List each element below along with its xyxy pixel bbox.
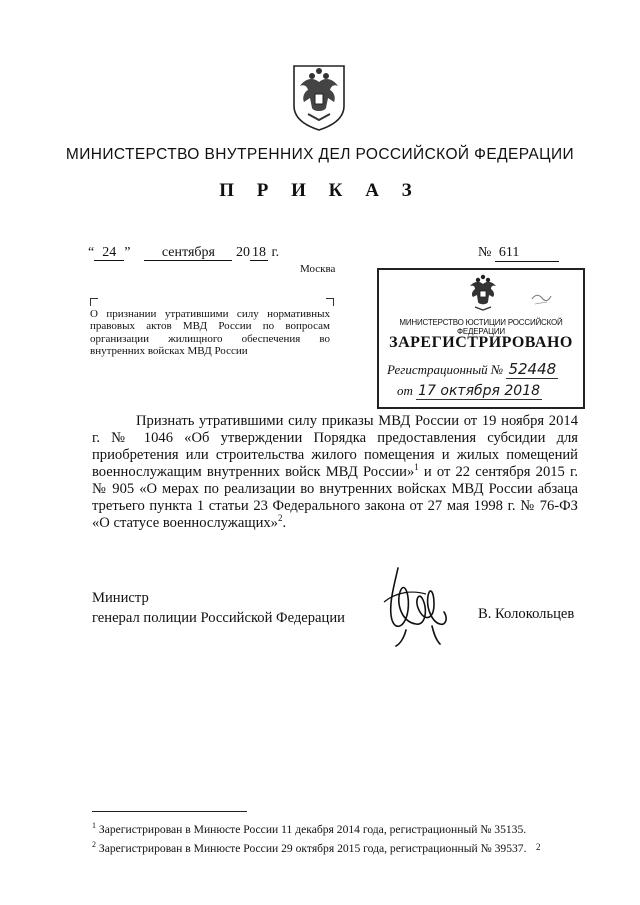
order-date bbox=[88, 245, 279, 261]
footnote-1 bbox=[92, 818, 526, 837]
footnote-1-ref: 1 bbox=[92, 821, 96, 830]
footnote-1-text: Зарегистрирован в Минюсте России 11 декабря 2014 года, регистрационный № 35135. bbox=[98, 822, 527, 836]
subject-corner-right bbox=[326, 298, 334, 306]
date-open-quote: “ bbox=[88, 245, 95, 260]
body-part-1: Признать утратившими силу приказы МВД России от 19 ноября 2014 г. № 1046 «Об утверждении Порядка предоставления субсидии для приобретения или строительства жилого помещения и жилых помещений военнослужащим внутренних войск МВД России» bbox=[92, 413, 578, 480]
body-part-2: и от 22 сентября 2015 г. № 905 «О мерах по реализации во внутренних войсках МВД России абзаца третьего пункта 1 статьи 23 Федерального закона от 27 мая 1998 г. № 76-ФЗ «О статусе военнослужащих» bbox=[92, 464, 578, 531]
registration-stamp bbox=[377, 268, 585, 409]
footnote-separator bbox=[92, 811, 247, 812]
stamp-reg-label: Регистрационный № bbox=[387, 362, 504, 377]
ministry-name: МИНИСТЕРСТВО ВНУТРЕННИХ ДЕЛ РОССИЙСКОЙ ФЕДЕРАЦИИ bbox=[65, 146, 575, 163]
signatory-position bbox=[92, 588, 345, 628]
footnote-ref-1: 1 bbox=[414, 462, 419, 473]
date-year-suffix: 18 bbox=[251, 245, 266, 260]
date-year-prefix: 20 bbox=[235, 245, 250, 260]
footnote-ref-2: 2 bbox=[277, 513, 283, 524]
date-month: сентября bbox=[144, 246, 232, 261]
subject-corner-left bbox=[90, 298, 98, 306]
footnote-2-ref: 2 bbox=[92, 839, 96, 849]
stamp-ministry: МИНИСТЕРСТВО ЮСТИЦИИ РОССИЙСКОЙ ФЕДЕРАЦИИ bbox=[399, 318, 563, 336]
stamp-registered: ЗАРЕГИСТРИРОВАНО bbox=[389, 334, 573, 351]
order-body bbox=[92, 413, 578, 532]
footnote-2 bbox=[92, 837, 526, 856]
order-subject: О признании утратившими силу нормативных правовых актов МВД России по вопросам организации жилищного обеспечения во внутренних войсках МВД России bbox=[90, 308, 330, 357]
position-line-2: генерал полиции Российской Федерации bbox=[92, 610, 345, 626]
position-line-1: Министр bbox=[92, 590, 149, 606]
order-number bbox=[478, 245, 559, 262]
stamp-reg-number: 52448 bbox=[508, 360, 557, 378]
date-close-quote: ” bbox=[124, 245, 131, 260]
page-number: 2 bbox=[536, 842, 541, 852]
handwritten-signature bbox=[376, 562, 468, 648]
footnotes bbox=[92, 818, 526, 856]
signatory-name: В. Колокольцев bbox=[478, 606, 575, 622]
date-day: 24 bbox=[94, 246, 124, 261]
footnote-2-text: Зарегистрирован в Минюсте России 29 октября 2015 года, регистрационный № 39537. bbox=[98, 841, 527, 855]
stamp-registration-number bbox=[387, 360, 558, 378]
city: Москва bbox=[300, 263, 336, 275]
stamp-emblem-icon bbox=[465, 274, 501, 312]
number-value: 611 bbox=[495, 245, 559, 262]
order-paragraph bbox=[92, 413, 578, 532]
stamp-registration-date bbox=[397, 383, 542, 399]
state-emblem-icon bbox=[288, 62, 350, 132]
number-label: № bbox=[478, 245, 492, 260]
stamp-date-label: от bbox=[397, 383, 413, 398]
document-title: П Р И К А З bbox=[219, 180, 421, 201]
stamp-date-value: 17 октября 2018 bbox=[418, 383, 541, 399]
body-part-3: . bbox=[282, 515, 287, 531]
date-year-mark: г. bbox=[271, 245, 280, 260]
stamp-mark-icon bbox=[529, 290, 553, 308]
